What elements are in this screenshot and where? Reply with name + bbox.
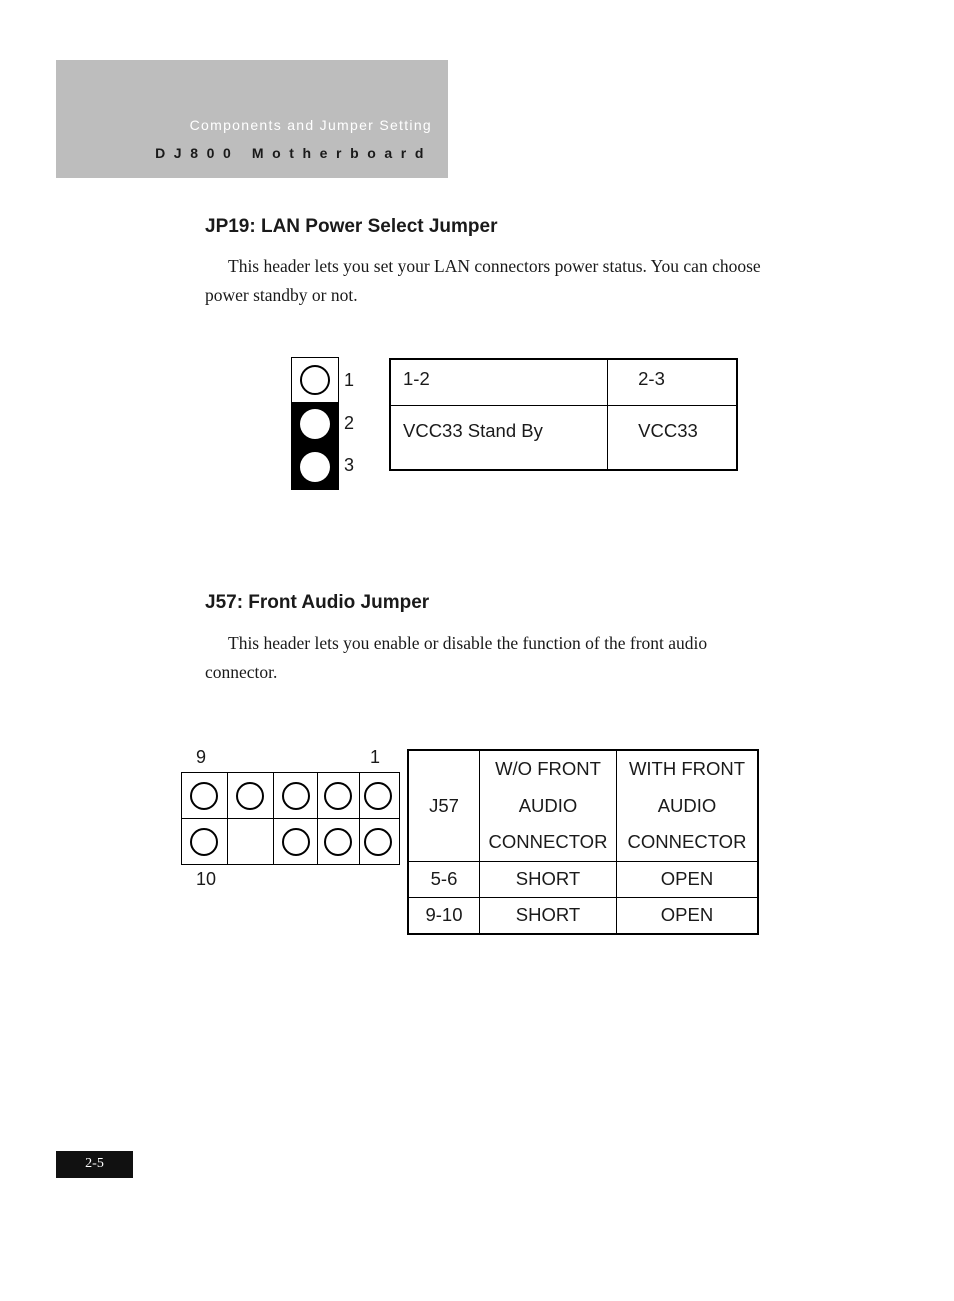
table-row [390, 359, 737, 406]
pin-jumpered-icon [300, 409, 330, 439]
chapter-subtitle: Components and Jumper Setting [189, 117, 432, 133]
page-number: 2-5 [56, 1151, 133, 1178]
j57-header-without [480, 750, 617, 861]
jp19-settings-table [389, 358, 738, 471]
pin-open-icon [364, 828, 392, 856]
jp19-title: JP19: LAN Power Select Jumper [205, 216, 498, 237]
chapter-header [56, 60, 448, 178]
table-row [390, 406, 737, 471]
pin-jumpered-icon [300, 452, 330, 482]
header-line: W/O FRONT [495, 758, 601, 779]
jp19-description: This header lets you set your LAN connectors power status. You can choose power standby or not. [205, 256, 761, 305]
pin-open-icon [190, 828, 218, 856]
pin-open-icon [236, 782, 264, 810]
pin-open-icon [282, 782, 310, 810]
table-row [408, 897, 758, 934]
header-line: AUDIO [518, 794, 578, 816]
jp19-pin-3 [292, 445, 338, 489]
j57-header-with [617, 750, 759, 861]
jp19-pin-label: 1 [344, 370, 355, 390]
header-line: CONNECTOR [488, 831, 608, 852]
j57-pin-label-top-right: 1 [370, 747, 381, 767]
j57-pins-cell: 9-10 [408, 897, 480, 934]
header-line: AUDIO [657, 794, 717, 816]
jp19-setting-cell: 1-2 [390, 359, 608, 406]
j57-with-cell: OPEN [617, 897, 759, 934]
jp19-pin-diagram [291, 357, 339, 490]
jp19-pin-1 [292, 358, 338, 402]
j57-pin-label-top-left: 9 [196, 747, 207, 767]
j57-settings-table [407, 749, 759, 935]
pin-open-icon [364, 782, 392, 810]
pin-open-icon [300, 365, 330, 395]
pin-open-icon [190, 782, 218, 810]
j57-description: This header lets you enable or disable the function of the front audio connector. [205, 633, 708, 682]
jp19-pin-label: 2 [344, 413, 355, 433]
j57-without-cell: SHORT [480, 861, 617, 897]
j57-header-label: J57 [408, 750, 480, 861]
j57-with-cell: OPEN [617, 861, 759, 897]
jp19-setting-cell: 2-3 [608, 359, 737, 406]
j57-without-cell: SHORT [480, 897, 617, 934]
table-row [408, 861, 758, 897]
pin-open-icon [282, 828, 310, 856]
jp19-mode-cell: VCC33 Stand By [390, 406, 608, 471]
pin-open-icon [324, 828, 352, 856]
j57-pin-label-bottom-left: 10 [196, 869, 217, 889]
header-line: CONNECTOR [627, 831, 747, 852]
chapter-title: DJ800 Motherboard [155, 145, 432, 161]
pin-open-icon [324, 782, 352, 810]
j57-pin-diagram [181, 772, 400, 865]
jp19-mode-cell: VCC33 [608, 406, 737, 471]
j57-pins-cell: 5-6 [408, 861, 480, 897]
jp19-pin-label: 3 [344, 455, 355, 475]
header-line: WITH FRONT [628, 758, 746, 779]
table-header-row [408, 750, 758, 861]
grid-divider [182, 818, 399, 819]
j57-title: J57: Front Audio Jumper [205, 592, 430, 613]
jp19-pin-2 [292, 402, 338, 446]
